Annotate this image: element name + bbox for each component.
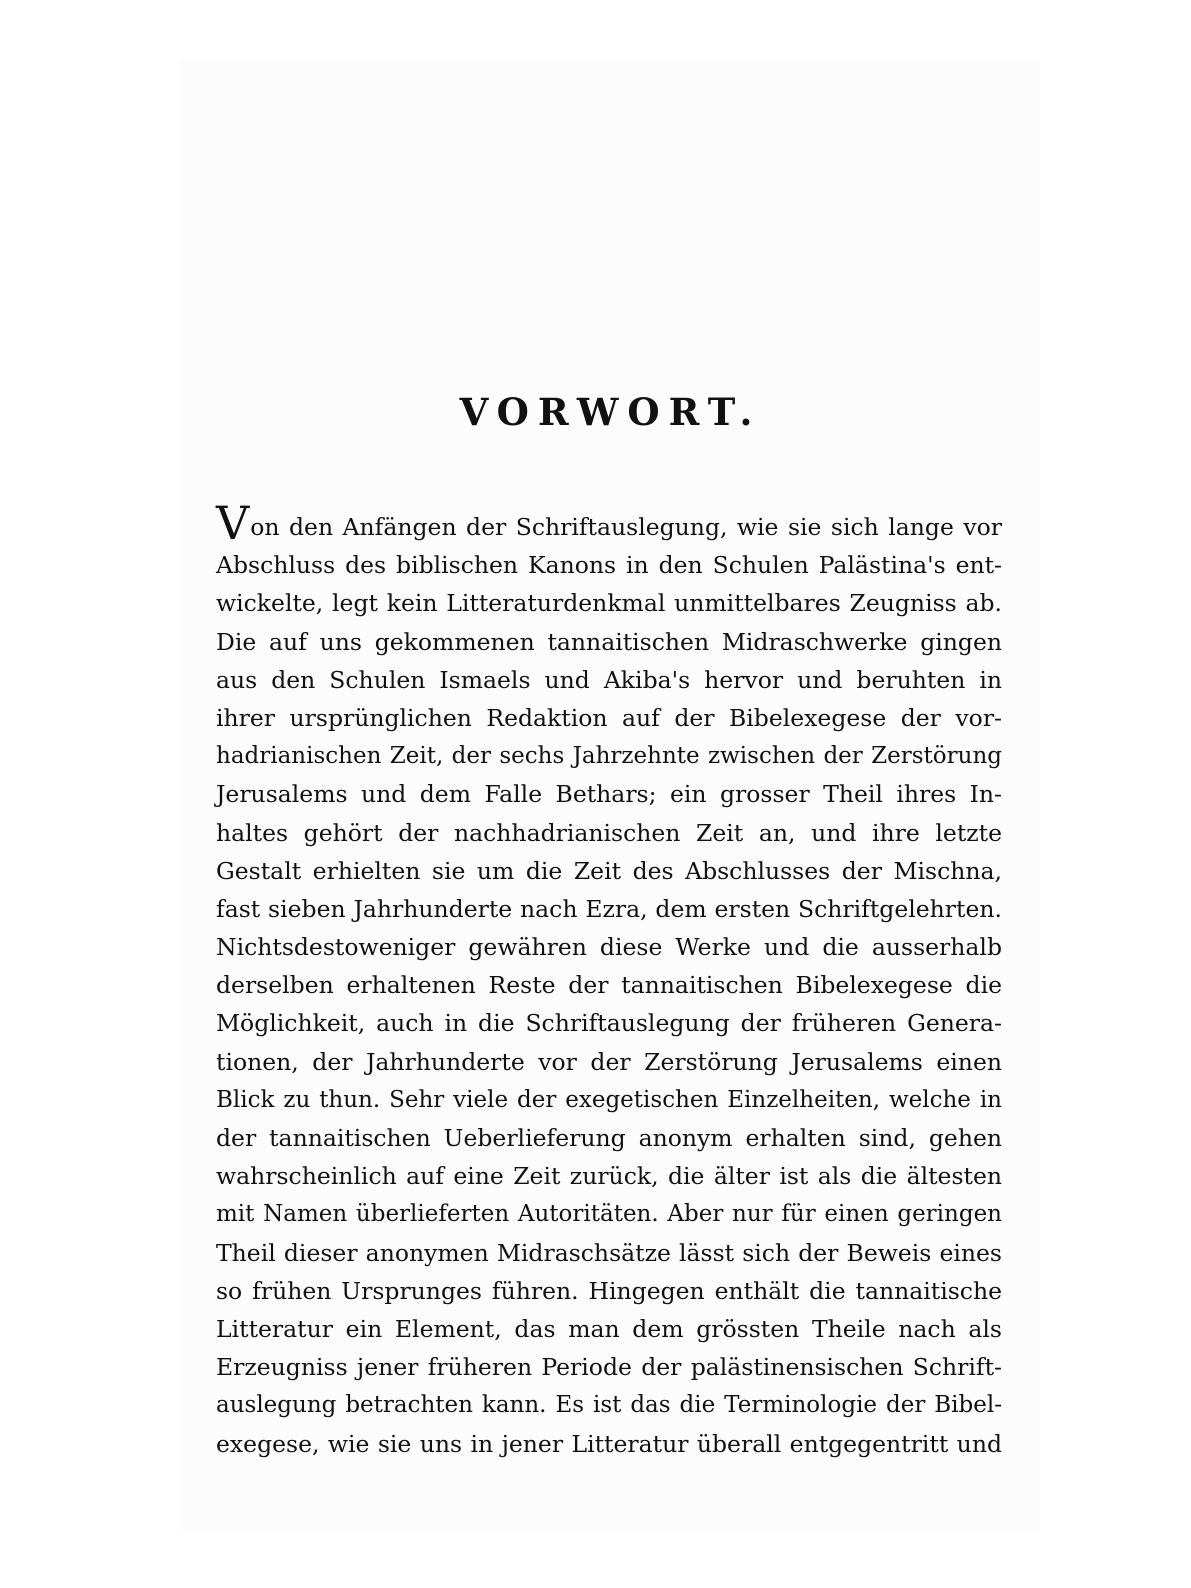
text-line: fast sieben Jahrhunderte nach Ezra, dem ersten Schriftgelehrten. [216,894,1002,923]
text-line: derselben erhaltenen Reste der tannaitischen Bibelexegese die [216,971,1002,1000]
text-line: Litteratur ein Element, das man dem grössten Theile nach als [216,1314,1002,1343]
line-text: on den Anfängen der Schriftauslegung, wie sie sich lange vor [250,513,1002,541]
text-line: Abschluss des biblischen Kanons in den Schulen Palästina's ent- [216,551,1002,580]
text-line [216,496,1002,550]
text-line: mit Namen überlieferten Autoritäten. Aber nur für einen geringen [216,1201,1002,1228]
page-heading: VORWORT. [459,390,762,434]
text-line: Nichtsdestoweniger gewähren diese Werke und die ausserhalb [216,933,1002,962]
text-line: tionen, der Jahrhunderte vor der Zerstörung Jerusalems einen [216,1047,1002,1076]
text-line: Jerusalems und dem Falle Bethars; ein grosser Theil ihres In- [216,780,1002,809]
text-line: so frühen Ursprunges führen. Hingegen enthält die tannaitische [216,1276,1002,1305]
text-line: Theil dieser anonymen Midraschsätze lässt sich der Beweis eines [216,1238,1002,1267]
text-line: Blick zu thun. Sehr viele der exegetischen Einzelheiten, welche in [216,1086,1002,1113]
text-line: hadrianischen Zeit, der sechs Jahrzehnte zwischen der Zerstörung [216,743,1002,770]
drop-cap: V [216,496,250,550]
text-line: ihrer ursprünglichen Redaktion auf der Bibelexegese der vor- [216,703,1002,732]
preface-text [216,496,1002,1463]
text-line: haltes gehört der nachhadrianischen Zeit an, und ihre letzte [216,818,1002,847]
text-line: Die auf uns gekommenen tannaitischen Midraschwerke gingen [216,627,1002,656]
text-line: Erzeugniss jener früheren Periode der palästinensischen Schrift- [216,1353,1002,1382]
text-line: der tannaitischen Ueberlieferung anonym erhalten sind, gehen [216,1124,1002,1152]
text-line: Möglichkeit, auch in die Schriftauslegung der früheren Genera- [216,1009,1002,1038]
text-line: aus den Schulen Ismaels und Akiba's hervor und beruhten in [216,665,1002,694]
text-line: wickelte, legt kein Litteraturdenkmal unmittelbares Zeugniss ab. [216,589,1002,618]
text-line: Gestalt erhielten sie um die Zeit des Abschlusses der Mischna, [216,856,1002,885]
text-line: auslegung betrachten kann. Es ist das die Terminologie der Bibel- [216,1392,1002,1419]
text-line: wahrscheinlich auf eine Zeit zurück, die älter ist als die ältesten [216,1162,1002,1191]
text-line: exegese, wie sie uns in jener Litteratur überall entgegentritt und [216,1429,1002,1458]
